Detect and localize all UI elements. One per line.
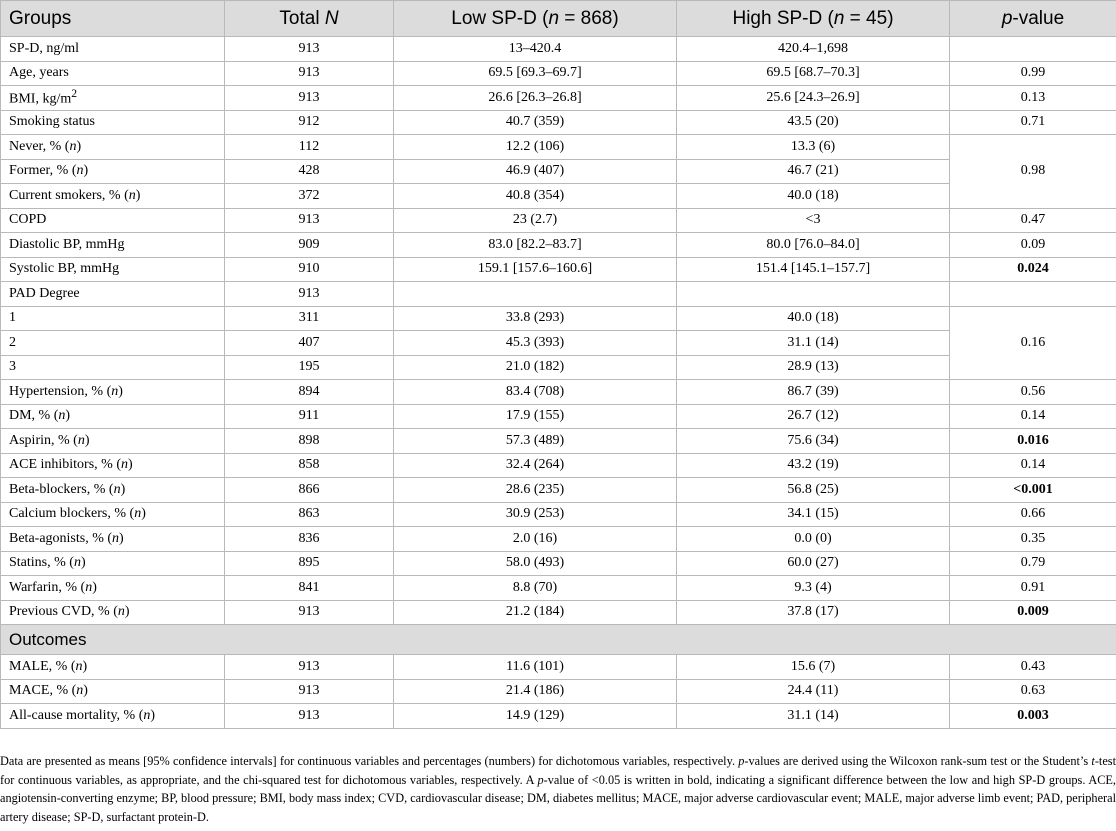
cell-low-spd: 40.7 (359): [394, 110, 677, 135]
row-label: Systolic BP, mmHg: [1, 257, 225, 282]
cell-pvalue: 0.35: [950, 527, 1116, 552]
row-label: ACE inhibitors, % (n): [1, 453, 225, 478]
cell-high-spd: 43.5 (20): [677, 110, 950, 135]
cell-pvalue: 0.98: [950, 135, 1116, 209]
cell-low-spd: 40.8 (354): [394, 184, 677, 209]
cell-high-spd: 56.8 (25): [677, 478, 950, 503]
table-row: [1, 380, 1116, 405]
cell-low-spd: 83.0 [82.2–83.7]: [394, 233, 677, 258]
table-row: [1, 429, 1116, 454]
cell-pvalue: 0.71: [950, 110, 1116, 135]
row-label: Former, % (n): [1, 159, 225, 184]
table-row: [1, 257, 1116, 282]
cell-high-spd: 420.4–1,698: [677, 37, 950, 62]
cell-high-spd: 60.0 (27): [677, 551, 950, 576]
cell-pvalue: 0.024: [950, 257, 1116, 282]
cell-low-spd: 2.0 (16): [394, 527, 677, 552]
row-label: All-cause mortality, % (n): [1, 704, 225, 729]
cell-high-spd: 37.8 (17): [677, 600, 950, 625]
cell-pvalue: 0.79: [950, 551, 1116, 576]
table-row: [1, 679, 1116, 704]
cell-total: 311: [225, 306, 394, 331]
cell-pvalue: 0.43: [950, 655, 1116, 680]
row-label: Never, % (n): [1, 135, 225, 160]
cell-total: 913: [225, 704, 394, 729]
row-label: 1: [1, 306, 225, 331]
section-row-outcomes: [1, 625, 1116, 655]
row-label: MALE, % (n): [1, 655, 225, 680]
cell-low-spd: 23 (2.7): [394, 208, 677, 233]
cell-high-spd: 40.0 (18): [677, 306, 950, 331]
table-row: [1, 355, 1116, 380]
cell-high-spd: 34.1 (15): [677, 502, 950, 527]
cell-low-spd: 17.9 (155): [394, 404, 677, 429]
cell-pvalue: [950, 37, 1116, 62]
table-row: [1, 184, 1116, 209]
cell-low-spd: 14.9 (129): [394, 704, 677, 729]
cell-low-spd: 21.4 (186): [394, 679, 677, 704]
cell-total: 112: [225, 135, 394, 160]
table-row: [1, 502, 1116, 527]
row-label: Previous CVD, % (n): [1, 600, 225, 625]
cell-total: 913: [225, 282, 394, 307]
cell-low-spd: 13–420.4: [394, 37, 677, 62]
cell-pvalue: 0.14: [950, 404, 1116, 429]
cell-total: 913: [225, 37, 394, 62]
row-label: COPD: [1, 208, 225, 233]
row-label: SP-D, ng/ml: [1, 37, 225, 62]
cell-low-spd: 11.6 (101): [394, 655, 677, 680]
cell-high-spd: 24.4 (11): [677, 679, 950, 704]
cell-high-spd: 15.6 (7): [677, 655, 950, 680]
row-label: Statins, % (n): [1, 551, 225, 576]
cell-pvalue: 0.14: [950, 453, 1116, 478]
row-label: 2: [1, 331, 225, 356]
cell-high-spd: 40.0 (18): [677, 184, 950, 209]
cell-high-spd: 31.1 (14): [677, 704, 950, 729]
cell-total: 894: [225, 380, 394, 405]
cell-total: 913: [225, 208, 394, 233]
cell-total: 898: [225, 429, 394, 454]
cell-pvalue: 0.09: [950, 233, 1116, 258]
row-label: PAD Degree: [1, 282, 225, 307]
cell-total: 428: [225, 159, 394, 184]
table-row: [1, 159, 1116, 184]
cell-high-spd: 0.0 (0): [677, 527, 950, 552]
cell-high-spd: 151.4 [145.1–157.7]: [677, 257, 950, 282]
cell-total: 895: [225, 551, 394, 576]
row-label: MACE, % (n): [1, 679, 225, 704]
cell-high-spd: 75.6 (34): [677, 429, 950, 454]
cell-low-spd: 12.2 (106): [394, 135, 677, 160]
cell-total: 913: [225, 600, 394, 625]
cell-high-spd: 69.5 [68.7–70.3]: [677, 61, 950, 86]
cell-total: 913: [225, 86, 394, 111]
cell-low-spd: 58.0 (493): [394, 551, 677, 576]
header-row: [1, 1, 1116, 37]
cell-low-spd: 21.0 (182): [394, 355, 677, 380]
cell-high-spd: 31.1 (14): [677, 331, 950, 356]
row-label: DM, % (n): [1, 404, 225, 429]
cell-pvalue: 0.56: [950, 380, 1116, 405]
cell-low-spd: 8.8 (70): [394, 576, 677, 601]
cell-total: 910: [225, 257, 394, 282]
cell-total: 195: [225, 355, 394, 380]
cell-low-spd: 83.4 (708): [394, 380, 677, 405]
row-label: Current smokers, % (n): [1, 184, 225, 209]
cell-pvalue: <0.001: [950, 478, 1116, 503]
row-label: 3: [1, 355, 225, 380]
cell-high-spd: 80.0 [76.0–84.0]: [677, 233, 950, 258]
table-row: [1, 478, 1116, 503]
row-label: Calcium blockers, % (n): [1, 502, 225, 527]
cell-low-spd: 26.6 [26.3–26.8]: [394, 86, 677, 111]
col-header-total: Total N: [225, 1, 394, 37]
cell-pvalue: 0.66: [950, 502, 1116, 527]
row-label: Beta-blockers, % (n): [1, 478, 225, 503]
cell-high-spd: 86.7 (39): [677, 380, 950, 405]
cell-high-spd: 28.9 (13): [677, 355, 950, 380]
cell-pvalue: [950, 282, 1116, 307]
cell-low-spd: 33.8 (293): [394, 306, 677, 331]
cell-pvalue: 0.99: [950, 61, 1116, 86]
table-row: [1, 551, 1116, 576]
table-row: [1, 37, 1116, 62]
row-label: Diastolic BP, mmHg: [1, 233, 225, 258]
cell-total: 863: [225, 502, 394, 527]
table-row: [1, 61, 1116, 86]
table-row: [1, 655, 1116, 680]
row-label: Beta-agonists, % (n): [1, 527, 225, 552]
cell-total: 909: [225, 233, 394, 258]
cell-high-spd: 9.3 (4): [677, 576, 950, 601]
cell-total: 913: [225, 61, 394, 86]
cell-low-spd: 69.5 [69.3–69.7]: [394, 61, 677, 86]
col-header-high-spd: High SP-D (n = 45): [677, 1, 950, 37]
cell-high-spd: 13.3 (6): [677, 135, 950, 160]
cell-low-spd: 159.1 [157.6–160.6]: [394, 257, 677, 282]
cell-total: 858: [225, 453, 394, 478]
cell-low-spd: 57.3 (489): [394, 429, 677, 454]
cell-pvalue: 0.16: [950, 306, 1116, 380]
row-label: Aspirin, % (n): [1, 429, 225, 454]
section-title: Outcomes: [1, 625, 1116, 655]
cell-total: 911: [225, 404, 394, 429]
table-row: [1, 282, 1116, 307]
table-row: [1, 404, 1116, 429]
cell-total: 912: [225, 110, 394, 135]
table-row: [1, 86, 1116, 111]
cell-high-spd: 46.7 (21): [677, 159, 950, 184]
row-label: BMI, $kg/m^2$: [1, 86, 225, 111]
table-row: [1, 233, 1116, 258]
cell-pvalue: 0.13: [950, 86, 1116, 111]
cell-low-spd: 46.9 (407): [394, 159, 677, 184]
table-row: [1, 704, 1116, 729]
table-row: [1, 208, 1116, 233]
col-header-groups: Groups: [1, 1, 225, 37]
cell-low-spd: [394, 282, 677, 307]
row-label: Smoking status: [1, 110, 225, 135]
table-row: [1, 600, 1116, 625]
cell-low-spd: 28.6 (235): [394, 478, 677, 503]
cell-total: 841: [225, 576, 394, 601]
cell-low-spd: 45.3 (393): [394, 331, 677, 356]
col-header-low-spd: Low SP-D (n = 868): [394, 1, 677, 37]
col-header-pvalue: p-value: [950, 1, 1116, 37]
cell-pvalue: 0.47: [950, 208, 1116, 233]
cell-pvalue: 0.91: [950, 576, 1116, 601]
row-label: Warfarin, % (n): [1, 576, 225, 601]
cell-total: 866: [225, 478, 394, 503]
cell-total: 407: [225, 331, 394, 356]
table-row: [1, 527, 1116, 552]
cell-high-spd: 25.6 [24.3–26.9]: [677, 86, 950, 111]
row-label: Age, years: [1, 61, 225, 86]
cell-high-spd: <3: [677, 208, 950, 233]
cell-low-spd: 21.2 (184): [394, 600, 677, 625]
cell-total: 913: [225, 679, 394, 704]
cell-pvalue: 0.016: [950, 429, 1116, 454]
table-footnote: Data are presented as means [95% confidence intervals] for continuous variables and percentages (numbers) for dichotomous variables, respectively. p-values are derived using the Wilcoxon rank-sum test or the Student’s t-test for continuous variables, as appropriate, and the chi-squared test for dichotomous variables, respectively. A p-value of <0.05 is written in bold, indicating a significant difference between the low and high SP-D groups. ACE, angiotensin-converting enzyme; BP, blood pressure; BMI, body mass index; CVD, cardiovascular disease; DM, diabetes mellitus; MACE, major adverse cardiovascular event; MALE, major adverse limb event; PAD, peripheral artery disease; SP-D, surfactant protein-D.: [0, 754, 1116, 824]
table-row: [1, 453, 1116, 478]
table-row: [1, 331, 1116, 356]
cell-total: 836: [225, 527, 394, 552]
cell-low-spd: 32.4 (264): [394, 453, 677, 478]
cell-pvalue: 0.003: [950, 704, 1116, 729]
cell-low-spd: 30.9 (253): [394, 502, 677, 527]
cell-total: 372: [225, 184, 394, 209]
cell-high-spd: 26.7 (12): [677, 404, 950, 429]
cell-pvalue: 0.009: [950, 600, 1116, 625]
row-label: Hypertension, % (n): [1, 380, 225, 405]
cell-high-spd: [677, 282, 950, 307]
table-row: [1, 576, 1116, 601]
cell-pvalue: 0.63: [950, 679, 1116, 704]
table-row: [1, 135, 1116, 160]
cell-total: 913: [225, 655, 394, 680]
table-row: [1, 110, 1116, 135]
cell-high-spd: 43.2 (19): [677, 453, 950, 478]
table-row: [1, 306, 1116, 331]
